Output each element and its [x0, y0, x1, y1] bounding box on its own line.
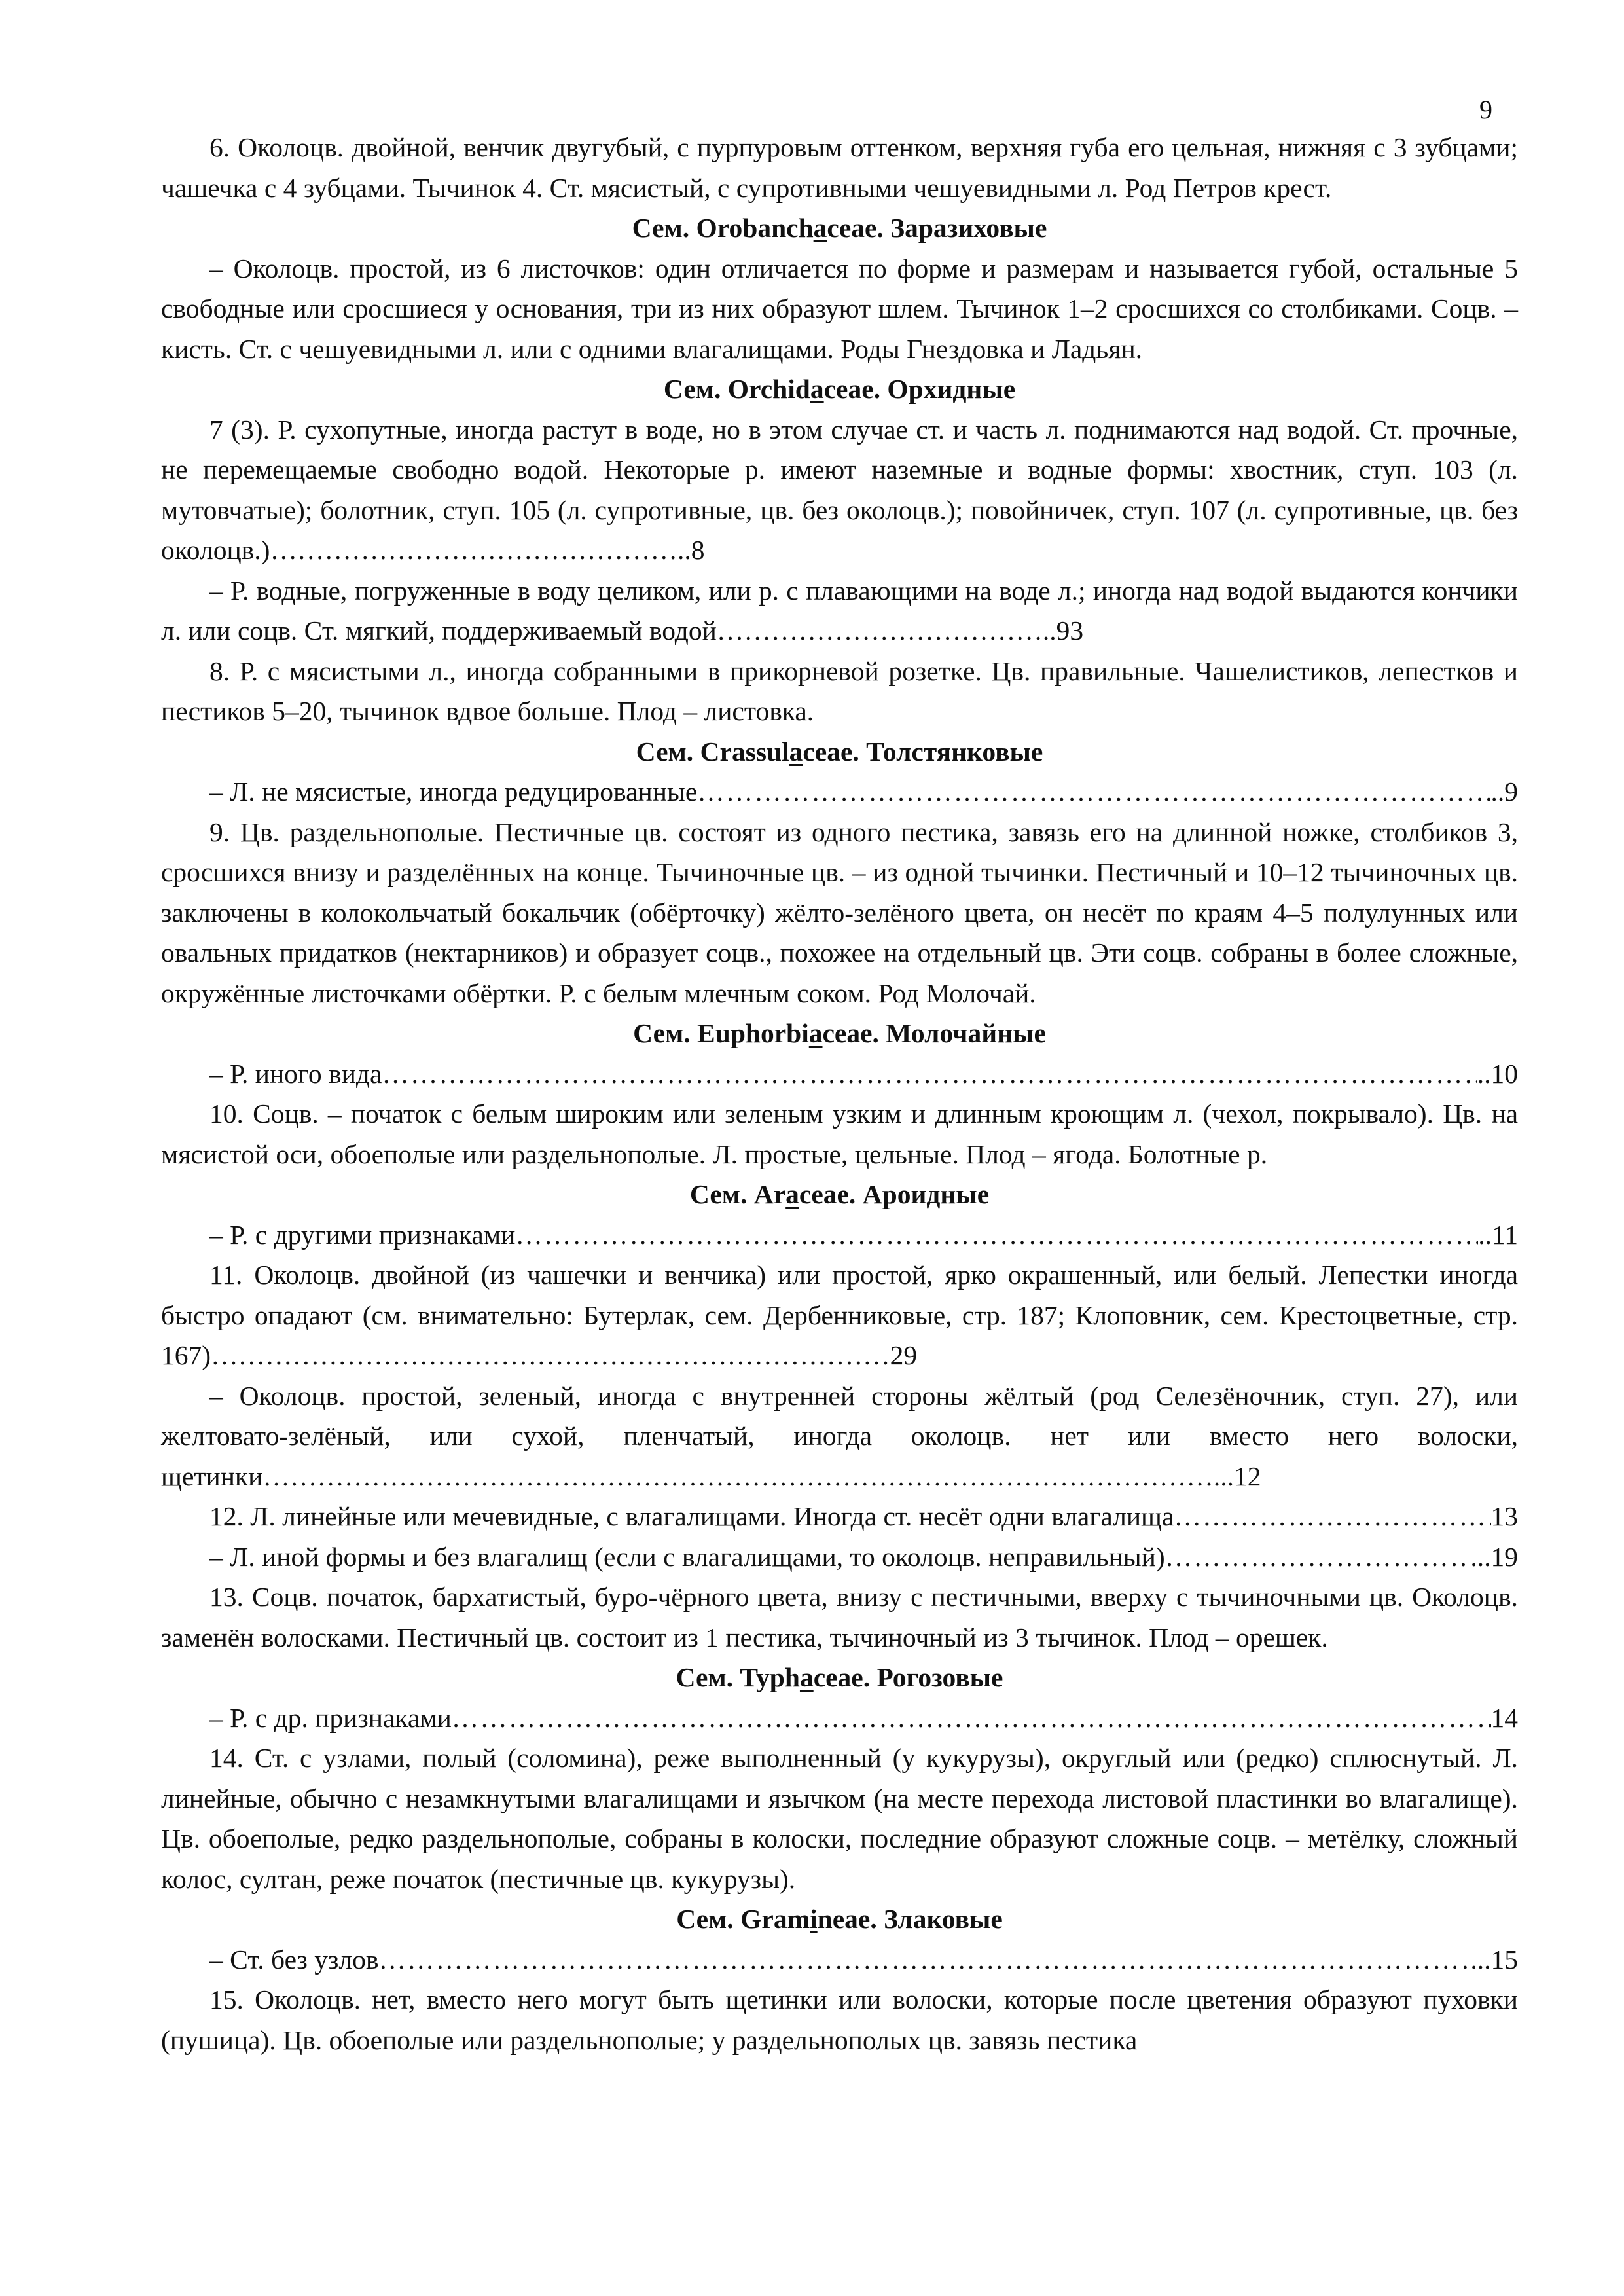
step-6: 6. Околоцв. двойной, венчик двугубый, с пурпуровым оттенком, верхняя губа его цельная, нижняя с 3 зубцами; чашечка с 4 зубцами. Тычинок 4. Ст. мясистый, с супротивными чешуевидными л. Род Петров крест.: [161, 132, 1518, 203]
stress-mark: a: [785, 1179, 799, 1209]
page-number: 9: [1479, 95, 1492, 124]
step-11-alternative: – Околоцв. простой, зеленый, иногда с внутренней стороны жёлтый (род Селезёночник, ступ. 27), или желтовато-зелёный, или сухой, пленчатый, иногда околоцв. нет или вместо него волоски, щетинки……………………………………………………………………………………………...12: [161, 1380, 1518, 1491]
step-10-alternative: – Р. с другими признаками ………………………………………………………………………………………………………………………………………………………………………………………………………………… ..11: [161, 1215, 1518, 1256]
key-text: [161, 128, 1518, 2060]
stress-mark: a: [799, 1662, 814, 1692]
family-heading-orchidaceae: Сем. Orchidaceae. Орхидные: [663, 374, 1016, 404]
step-9-alternative: – Р. иного вида ………………………………………………………………………………………………………………………………………………………………………………………………………………… ..10: [161, 1054, 1518, 1095]
step-reference: ..93: [1042, 615, 1084, 646]
step-reference: ...12: [1213, 1461, 1261, 1491]
step-reference: ..11: [1478, 1219, 1518, 1250]
family-heading-orobanchaceae: Сем. Orobanchaceae. Заразиховые: [632, 213, 1047, 243]
step-13: 13. Соцв. початок, бархатистый, буро-чёрного цвета, внизу с пестичными, вверху с тычиночными цв. Околоцв. заменён волосками. Пестичный цв. состоит из 1 пестика, тычиночный из 3 тычинок. Плод – орешек.: [161, 1582, 1518, 1652]
step-12: 12. Л. линейные или мечевидные, с влагалищами. Иногда ст. несёт одни влагалища ………………………………………………………………………………………………………………………………………………………………………………………………………………… 13: [161, 1497, 1518, 1537]
step-11: 11. Околоцв. двойной (из чашечки и венчика) или простой, ярко окрашенный, или белый. Лепестки иногда быстро опадают (см. внимательно: Бутерлак, сем. Дербенниковые, стр. 187; Клоповник, сем. Крестоцветные, стр. 167)…………………………………………………………………29: [161, 1260, 1518, 1370]
step-reference: 13: [1490, 1501, 1518, 1531]
step-reference: 29: [890, 1340, 918, 1370]
stress-mark: i: [810, 1904, 818, 1934]
step-14: 14. Ст. с узлами, полый (соломина), реже выполненный (у кукурузы), округлый или (редко) сплюснутый. Л. линейные, обычно с незамкнутыми влагалищами и язычком (на месте перехода листовой пластинки во влагалище). Цв. обоеполые, редко раздельнополые, собраны в колоски, последние образуют сложные соцв. – метёлку, сложный колос, султан, реже початок (пестичные цв. кукурузы).: [161, 1743, 1518, 1894]
step-7-alternative: – Р. водные, погруженные в воду целиком, или р. с плавающими на воде л.; иногда над водой выдаются кончики л. или соцв. Ст. мягкий, поддерживаемый водой………………………………..93: [161, 575, 1518, 646]
step-reference: ...19: [1470, 1541, 1518, 1572]
family-heading-euphorbiaceae: Сем. Euphorbiaceae. Молочайные: [633, 1018, 1046, 1048]
leader-dots: [452, 1698, 1491, 1739]
step-14-alternative: – Ст. без узлов ………………………………………………………………………………………………………………………………………………………………………………………………………………… ...15: [161, 1940, 1518, 1980]
stress-mark: a: [808, 1018, 823, 1048]
leader-dots: [515, 1215, 1478, 1256]
family-heading-typhaceae: Сем. Typhaceae. Рогозовые: [676, 1662, 1003, 1692]
step-10: 10. Соцв. – початок с белым широким или зеленым узким и длинным кроющим л. (чехол, покрывало). Цв. на мясистой оси, обоеполые или раздельнополые. Л. простые, цельные. Плод – ягода. Болотные р.: [161, 1099, 1518, 1169]
stress-mark: a: [810, 374, 824, 404]
step-reference: ...15: [1470, 1944, 1518, 1975]
leader-dots: [697, 772, 1490, 812]
step-reference: ..9: [1490, 776, 1518, 807]
step-12-alternative: – Л. иной формы и без влагалищ (если с влагалищами, то околоцв. неправильный) ………………………………………………………………………………………………………………………………………………………………………………………………………………… ...19: [161, 1537, 1518, 1578]
stress-mark: a: [813, 213, 827, 243]
step-6-alternative: – Околоцв. простой, из 6 листочков: один отличается по форме и размерам и называется губой, остальные 5 свободные или сросшиеся у основания, три из них образуют шлем. Тычинок 1–2 сросшихся со столбиками. Соцв. – кисть. Ст. с чешуевидными л. или с одними влагалищами. Роды Гнездовка и Ладьян.: [161, 253, 1518, 364]
family-heading-gramineae: Сем. Gramineae. Злаковые: [676, 1904, 1003, 1934]
leader-dots: [1165, 1537, 1471, 1578]
family-heading-crassulaceae: Сем. Crassulaceae. Толстянковые: [636, 736, 1043, 767]
step-9: 9. Цв. раздельнополые. Пестичные цв. состоят из одного пестика, завязь его на длинной ножке, столбиков 3, сросшихся внизу и разделённых на конце. Тычиночные цв. – из одной тычинки. Пестичный и 10–12 тычиночных цв. заключены в колокольчатый бокальчик (обёрточку) жёлто-зелёного цвета, он несёт по краям 4–5 полулунных или овальных придатков (нектарников) и образует соцв., похожее на отдельный цв. Эти соцв. собраны в более сложные, окружённые листочками обёртки. Р. с белым млечным соком. Род Молочай.: [161, 816, 1518, 1008]
leader-dots: [382, 1054, 1477, 1095]
family-heading-araceae: Сем. Araceae. Ароидные: [689, 1179, 990, 1209]
leader-dots: [378, 1940, 1470, 1980]
step-13-alternative: – Р. с др. признаками ………………………………………………………………………………………………………………………………………………………………………………………………………………… 14: [161, 1698, 1518, 1739]
step-8-alternative: – Л. не мясистые, иногда редуцированные ………………………………………………………………………………………………………………………………………………………………………………………………………………… ..9: [161, 772, 1518, 812]
step-reference: 14: [1490, 1702, 1518, 1733]
step-7: 7 (3). Р. сухопутные, иногда растут в воде, но в этом случае ст. и часть л. поднимаются над водой. Ст. прочные, не перемещаемые свободно водой. Некоторые р. имеют наземные и водные формы: хвостник, ступ. 103 (л. мутовчатые); болотник, ступ. 105 (л. супротивные, цв. без околоцв.); повойничек, ступ. 107 (л. супротивные, цв. без околоцв.)………………………………………..8: [161, 414, 1518, 565]
leader-dots: [1174, 1497, 1490, 1537]
step-reference: ..8: [677, 535, 705, 565]
step-8: 8. Р. с мясистыми л., иногда собранными в прикорневой розетке. Цв. правильные. Чашелистиков, лепестков и пестиков 5–20, тычинок вдвое больше. Плод – листовка.: [161, 655, 1518, 726]
step-reference: ..10: [1477, 1058, 1518, 1089]
stress-mark: a: [789, 736, 803, 767]
step-15: 15. Околоцв. нет, вместо него могут быть щетинки или волоски, которые после цветения образуют пуховки (пушица). Цв. обоеполые или раздельнополые; у раздельнополых цв. завязь пестика: [161, 1984, 1518, 2055]
